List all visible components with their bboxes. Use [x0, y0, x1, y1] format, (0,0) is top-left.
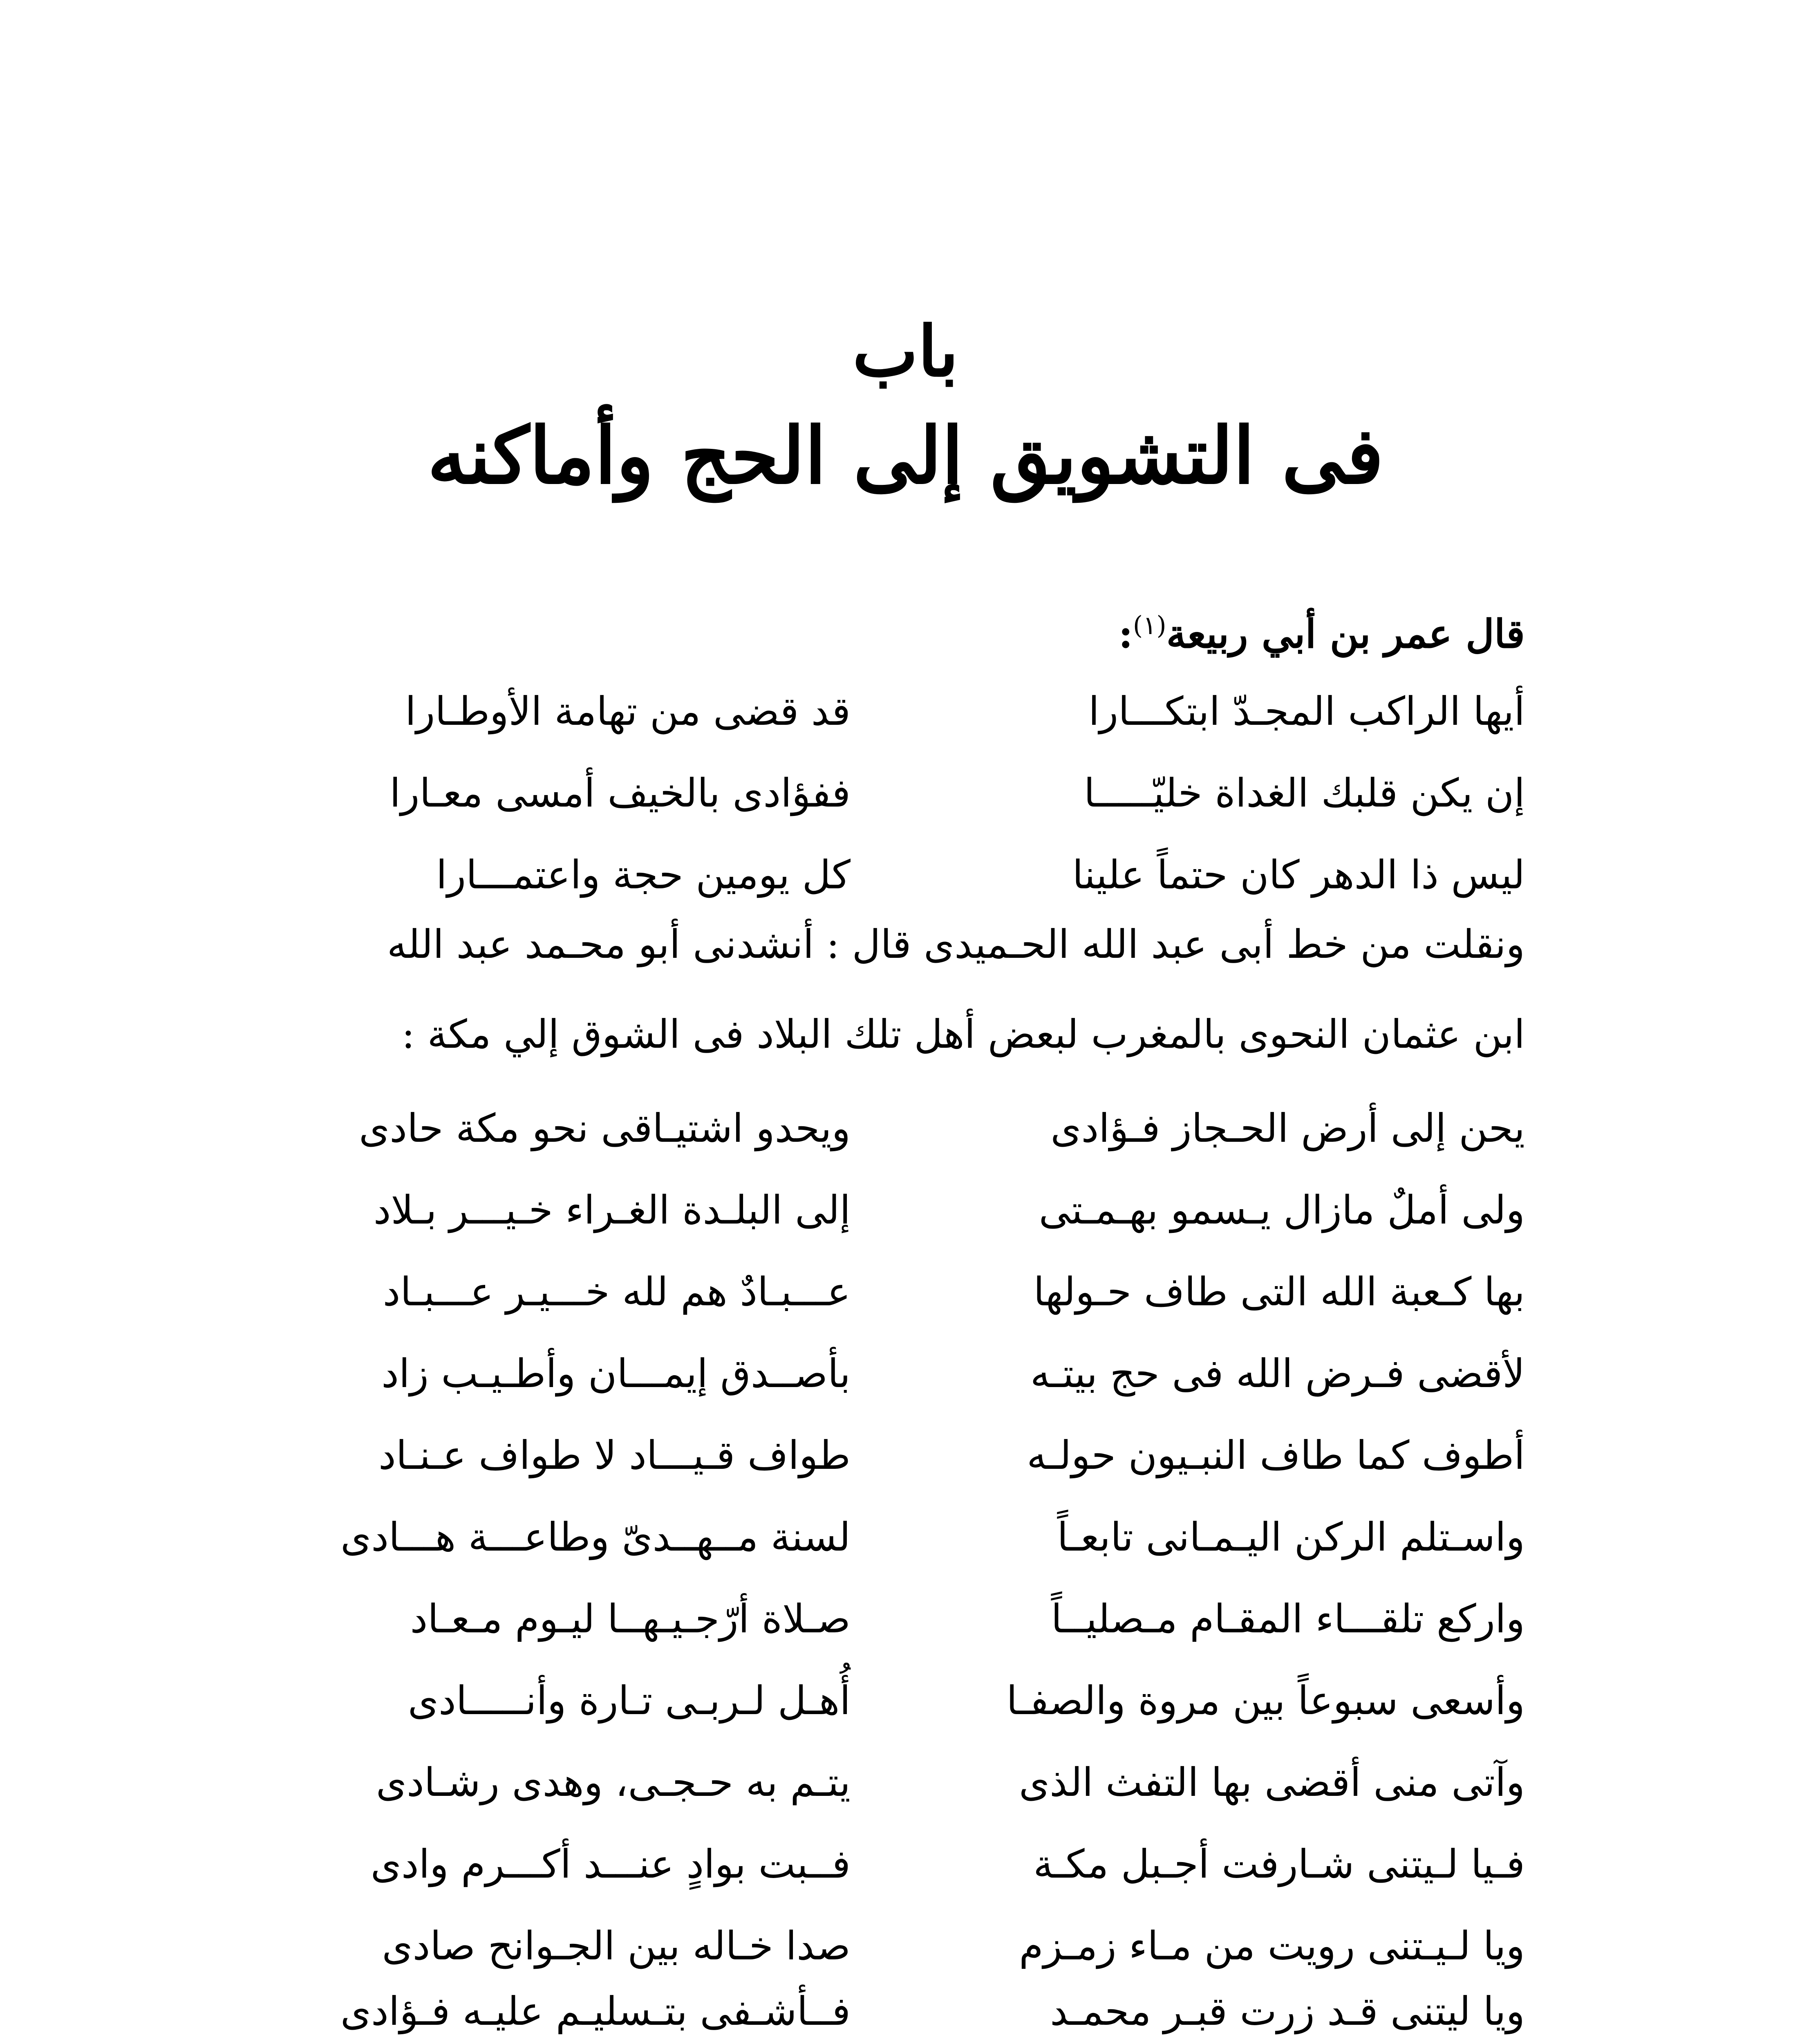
verse-second-hemistich: فــبت بوادٍ عنـــد أكـــرم وادى: [370, 1841, 851, 1887]
verse-second-hemistich: عـــبـادٌ هم لله خـــيـر عـــبـاد: [383, 1269, 851, 1315]
verse-second-hemistich: بأصــدق إيمـــان وأطـيـب زاد: [381, 1351, 851, 1396]
verse-first-hemistich: واسـتلم الركن اليـمـانى تابعـاً: [1057, 1514, 1525, 1560]
verse-first-hemistich: أطوف كما طاف النبـيون حولـه: [1027, 1432, 1525, 1478]
verse-second-hemistich: لسنة مــهــدىّ وطاعـــة هـــادى: [340, 1514, 851, 1560]
poem-attribution: [1118, 597, 1525, 663]
verse-first-hemistich: ويا ليتنى قـد زرت قبـر محمـد: [1050, 1988, 1525, 2034]
verse-first-hemistich: بها كـعبة الله التى طاف حـولها: [1033, 1269, 1525, 1315]
verse-line: [278, 1087, 1525, 1169]
verse-first-hemistich: ولى أملٌ مازال يـسمو بهـمـتى: [1039, 1187, 1525, 1233]
verse-second-hemistich: إلى البلـدة الغـراء خـيـــر بـلاد: [373, 1187, 851, 1233]
verse-first-hemistich: واركع تلقـــاء المقـام مـصليــاً: [1051, 1596, 1525, 1642]
verse-second-hemistich: ففؤادى بالخيف أمسى معـارا: [390, 770, 851, 816]
prose-line: ونقلت من خط أبى عبد الله الحـميدى قال : أنشدنى أبو محـمد عبد الله: [387, 921, 1525, 967]
verse-second-hemistich: قد قضى من تهامة الأوطـارا: [405, 688, 851, 734]
verse-first-hemistich: وآتى منى أقضى بها التفث الذى: [1019, 1759, 1525, 1805]
verse-first-hemistich: أيها الراكب المجـدّ ابتكـــارا: [1088, 688, 1525, 734]
verse-second-hemistich: كل يومين حجة واعتمـــارا: [436, 852, 851, 898]
verse-first-hemistich: ويا لـيـتنى رويت من مـاء زمـزم: [1019, 1923, 1525, 1969]
verse-first-hemistich: يحن إلى أرض الحـجاز فـؤادى: [1050, 1105, 1525, 1151]
verse-line: [278, 1251, 1525, 1333]
prose-line: ابن عثمان النحوى بالمغرب لبعض أهل تلك البلاد فى الشوق إلي مكة :: [401, 1011, 1525, 1057]
verse-line: [278, 1169, 1525, 1251]
verse-first-hemistich: وأسعى سبوعاً بين مروة والصفـا: [1006, 1678, 1525, 1724]
footnote-marker[interactable]: (١): [1133, 610, 1166, 640]
verse-second-hemistich: صـلاة أرّجـيـهــا ليـوم مـعـاد: [410, 1596, 851, 1642]
verse-second-hemistich: فــأشـفى بتـسليـم عليـه فـؤادى: [340, 1988, 851, 2034]
verse-line: [278, 670, 1525, 752]
verse-line: [278, 1660, 1525, 1741]
verse-first-hemistich: لأقضى فـرض الله فى حج بيتـه: [1030, 1351, 1525, 1396]
verse-second-hemistich: يتـم به حـجـى، وهدى رشـادى: [376, 1759, 851, 1805]
verse-second-hemistich: طواف قـيـــاد لا طواف عـنـاد: [378, 1432, 851, 1478]
verse-line: [278, 1414, 1525, 1496]
verse-line: [278, 1496, 1525, 1578]
verse-line: [278, 1741, 1525, 1823]
attribution-colon: :: [1118, 611, 1133, 657]
chapter-title: فى التشويق إلى الحج وأماكنه: [427, 410, 1384, 501]
verse-second-hemistich: أُهـل لـربـى تـارة وأنـــــادى: [407, 1678, 851, 1724]
verse-second-hemistich: صدا خـاله بين الجـوانح صادى: [382, 1923, 851, 1969]
prose-paragraph: [278, 899, 1525, 1079]
verse-line: [278, 752, 1525, 834]
verse-second-hemistich: ويحدو اشتيـاقى نحو مكة حادى: [359, 1105, 851, 1151]
verse-first-hemistich: فـيا لـيتنى شـارفت أجـبل مكـة: [1033, 1841, 1525, 1887]
verse-first-hemistich: ليس ذا الدهر كان حتماً علينا: [1072, 852, 1525, 898]
verse-line: [278, 1823, 1525, 1905]
attribution-text: قال عمر بن أبي ربيعة: [1166, 611, 1525, 657]
verse-line: [278, 1333, 1525, 1414]
chapter-heading: باب: [852, 311, 959, 392]
verse-line: [278, 1578, 1525, 1660]
verse-first-hemistich: إن يكن قلبك الغداة خليّـــــا: [1083, 770, 1525, 816]
verse-line: [278, 1970, 1525, 2044]
